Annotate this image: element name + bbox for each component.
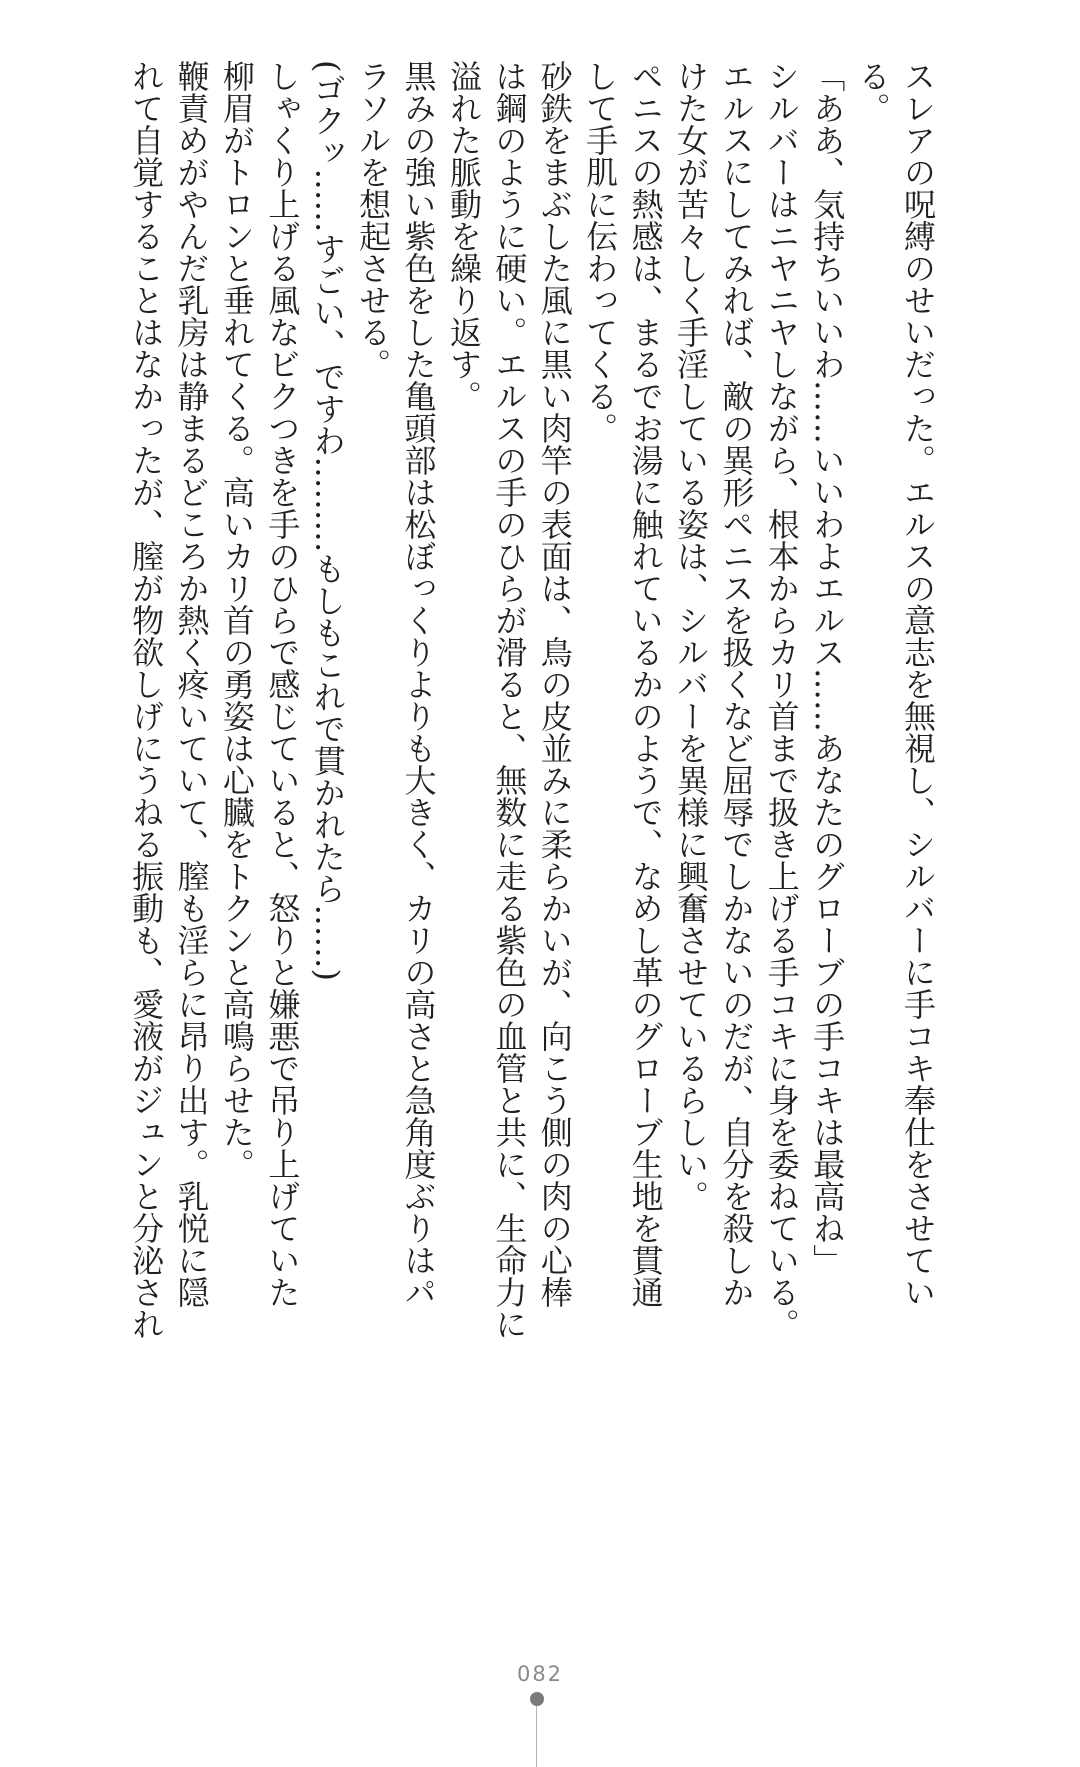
text-line: けた女が苦々しく手淫している姿は、シルバーを異様に興奮させているらしい。	[671, 60, 710, 1212]
text-line: しゃくり上げる風なビクつきを手のひらで感じていると、怒りと嫌悪で吊り上げていた	[263, 60, 302, 1308]
text-line: れて自覚することはなかったが、膣が物欲しげにうねる振動も、愛液がジュンと分泌され	[127, 60, 166, 1340]
text-line: シルバーはニヤニヤしながら、根本からカリ首まで扱き上げる手コキに身を委ねている。	[762, 60, 801, 1340]
page-number: 082	[516, 1662, 564, 1686]
text-line: 黒みの強い紫色をした亀頭部は松ぼっくりよりも大きく、カリの高さと急角度ぶりはパ	[399, 60, 438, 1308]
text-line: 柳眉がトロンと垂れてくる。高いカリ首の勇姿は心臓をトクンと高鳴らせた。	[217, 60, 256, 1180]
text-line: して手肌に伝わってくる。	[581, 60, 620, 444]
text-line: 砂鉄をまぶした風に黒い肉竿の表面は、鳥の皮並みに柔らかいが、向こう側の肉の心棒	[535, 60, 574, 1308]
text-line: ラソルを想起させる。	[354, 60, 393, 380]
text-line: (ゴクッ……すごい、ですわ………もしもこれで貫かれたら……)	[308, 60, 347, 981]
text-line: ペニスの熱感は、まるでお湯に触れているかのようで、なめし革のグローブ生地を貫通	[626, 60, 665, 1308]
text-line: スレアの呪縛のせいだった。エルスの意志を無視し、シルバーに手コキ奉仕をさせてい	[899, 60, 937, 1308]
text-line: 鞭責めがやんだ乳房は静まるどころか熱く疼いていて、膣も淫らに昂り出す。乳悦に隠	[172, 60, 211, 1308]
text-line: は鋼のように硬い。エルスの手のひらが滑ると、無数に走る紫色の血管と共に、生命力に	[490, 60, 529, 1340]
text-line: エルスにしてみれば、敵の異形ペニスを扱くなど屈辱でしかないのだが、自分を殺しか	[717, 60, 756, 1308]
vertical-text-block	[120, 60, 940, 1420]
text-line: る。	[853, 60, 892, 124]
folio-divider-line	[536, 1706, 537, 1767]
folio-dot-icon	[530, 1692, 544, 1706]
text-line: 溢れた脈動を繰り返す。	[444, 60, 483, 412]
text-line: 「ああ、気持ちいいわ……いいわよエルス……あなたのグローブの手コキは最高ね」	[808, 60, 847, 1276]
